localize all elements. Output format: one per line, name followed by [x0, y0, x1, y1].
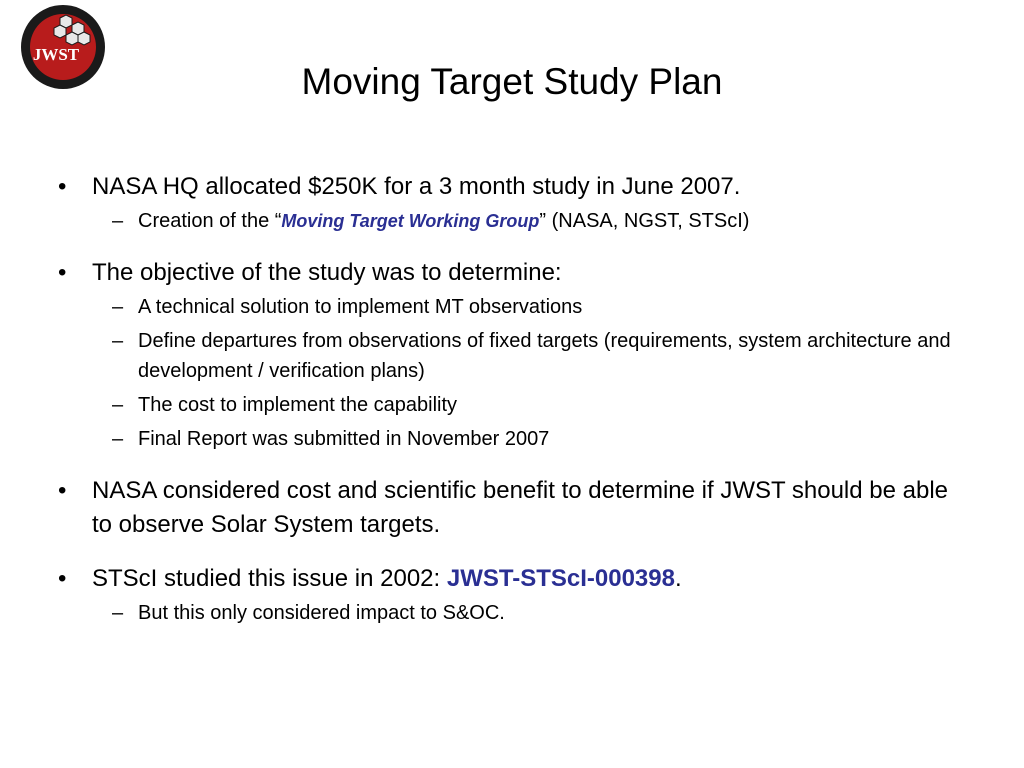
working-group-name: Moving Target Working Group [281, 211, 540, 231]
sub-bullet-item [54, 598, 954, 628]
bullet-text: STScI studied this issue in 2002: [92, 565, 447, 592]
open-quote: “ [274, 210, 282, 232]
sub-bullet-text: Define departures from observations of fixed targets (requirements, system architecture and development / verification plans) [138, 330, 951, 382]
bullet-text: NASA HQ allocated $250K for a 3 month study in June 2007. [92, 173, 741, 200]
bullet-item [54, 170, 954, 204]
sub-bullet-item [54, 390, 954, 420]
bullet-marker: • [58, 565, 67, 592]
slide-title: Moving Target Study Plan [301, 61, 723, 102]
logo-text: JWST [32, 45, 80, 64]
bullet-marker: • [58, 477, 67, 504]
sub-bullet-item [54, 292, 954, 322]
bullet-item [54, 562, 954, 596]
bullet-item [54, 256, 954, 290]
bullet-text: NASA considered cost and scientific benefit to determine if JWST should be able to observe Solar System targets. [92, 477, 949, 538]
sub-bullet-text: Final Report was submitted in November 2007 [138, 428, 550, 450]
dash-marker: – [112, 394, 124, 416]
dash-marker: – [112, 330, 124, 352]
dash-marker: – [112, 428, 124, 450]
dash-marker: – [112, 296, 124, 318]
sub-bullet-text: But this only considered impact to S&OC. [138, 602, 505, 624]
close-quote: ” [539, 210, 547, 232]
dash-marker: – [112, 602, 124, 624]
sub-bullet-item [54, 206, 954, 236]
sub-bullet-item [54, 326, 954, 386]
bullet-marker: • [58, 259, 67, 286]
bullet-suffix: . [674, 565, 682, 592]
sub-bullet-text: A technical solution to implement MT observations [138, 296, 583, 318]
bullet-text: The objective of the study was to determine: [92, 259, 562, 286]
dash-marker: – [112, 210, 124, 232]
sub-bullet-text: The cost to implement the capability [138, 394, 458, 416]
sub-bullet-suffix: (NASA, NGST, STScI) [546, 210, 750, 232]
bullet-marker: • [58, 173, 67, 200]
document-id-link[interactable]: JWST-STScI-000398 [446, 565, 675, 592]
sub-bullet-item [54, 424, 954, 454]
bullet-item [54, 474, 954, 542]
sub-bullet-text: Creation of the [138, 210, 275, 232]
slide-content [54, 170, 954, 628]
